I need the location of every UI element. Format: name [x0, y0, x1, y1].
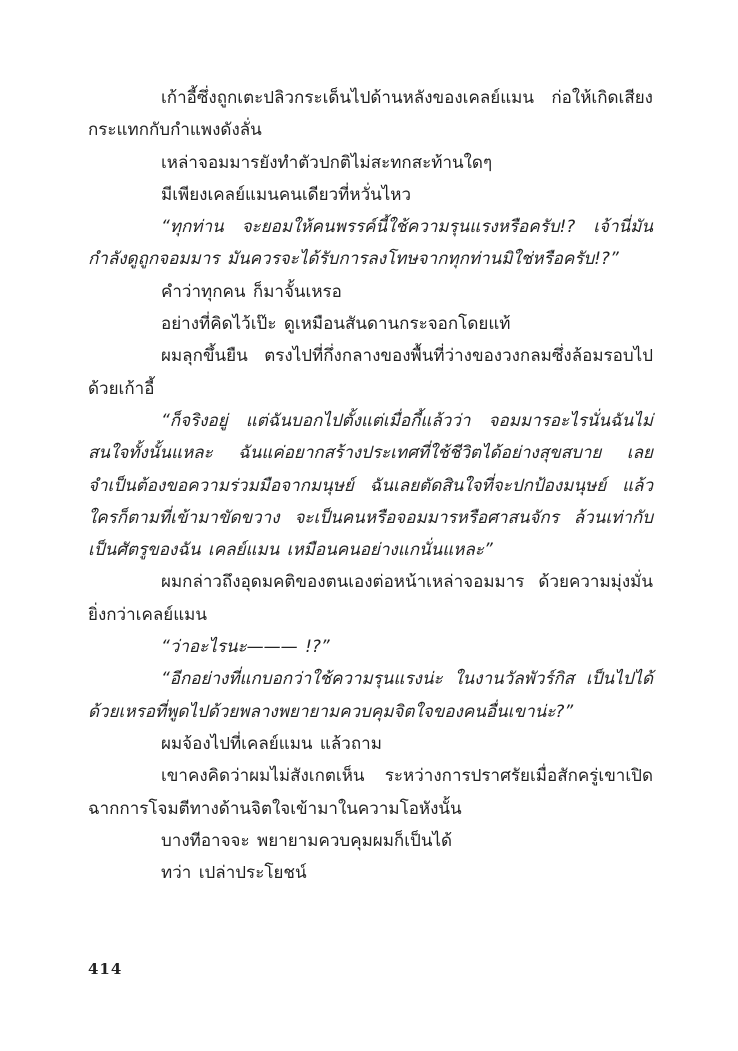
paragraph: ผมจ้องไปที่เคลย์แมน แล้วถาม: [161, 733, 382, 754]
paragraph: คำว่าทุกคน ก็มาจั้นเหรอ: [161, 281, 342, 302]
dialogue-paragraph: “ก็จริงอยู่ แต่ฉันบอกไปตั้งแต่เมื่อกี้แล้วว่า จอมมารอะไรนั่นฉันไม่สนใจทั้งนั้นแหละ ฉันแค่อยากสร้างประเทศที่ใช้ชีวิตได้อย่างสุขสบาย เลยจำเป็นต้องขอความร่วมมือจากมนุษย์ ฉันเลยตัดสินใจที่จะปกป้องมนุษย์ แล้วใครก็ตามที่เข้ามาขัดขวาง จะเป็นคนหรือจอมมารหรือศาสนจักร ล้วนเท่ากับเป็นศัตรูของฉัน เคลย์แมน เหมือนคนอย่างแกนั่นแหละ”: [88, 410, 653, 561]
paragraph: ทว่า เปล่าประโยชน์: [161, 863, 307, 884]
page-number: 414: [88, 960, 123, 978]
dialogue-paragraph: “อีกอย่างที่แกบอกว่าใช้ความรุนแรงน่ะ ในงานวัลพัวร์กิส เป็นไปได้ด้วยเหรอที่พูดไปด้วยพลางพยายามควบคุมจิตใจของคนอื่นเขาน่ะ?”: [88, 669, 653, 722]
paragraph: บางทีอาจจะ พยายามควบคุมผมก็เป็นได้: [161, 830, 453, 851]
paragraph: เขาคงคิดว่าผมไม่สังเกตเห็น ระหว่างการปราศรัยเมื่อสักครู่เขาเปิดฉากการโจมตีทางด้านจิตใจเข้ามาในความโอหังนั้น: [88, 766, 653, 819]
paragraph: ผมลุกขึ้นยืน ตรงไปที่กึ่งกลางของพื้นที่ว่างของวงกลมซึ่งล้อมรอบไปด้วยเก้าอี้: [88, 346, 653, 399]
paragraph: เหล่าจอมมารยังทำตัวปกติไม่สะทกสะท้านใดๆ: [161, 152, 493, 173]
paragraph: อย่างที่คิดไว้เป๊ะ ดูเหมือนสันดานกระจอกโดยแท้: [161, 314, 511, 335]
paragraph: ผมกล่าวถึงอุดมคติของตนเองต่อหน้าเหล่าจอมมาร ด้วยความมุ่งมั่นยิ่งกว่าเคลย์แมน: [88, 572, 653, 625]
paragraph: เก้าอี้ซึ่งถูกเตะปลิวกระเด็นไปด้านหลังของเคลย์แมน ก่อให้เกิดเสียงกระแทกกับกำแพงดังลั่น: [88, 88, 653, 141]
paragraph: มีเพียงเคลย์แมนคนเดียวที่หวั่นไหว: [161, 184, 412, 205]
body-text: [88, 82, 653, 889]
dialogue-paragraph: “ทุกท่าน จะยอมให้คนพรรค์นี้ใช้ความรุนแรงหรือครับ!? เจ้านี่มันกำลังดูถูกจอมมาร มันควรจะได้รับการลงโทษจากทุกท่านมิใช่หรือครับ!?”: [88, 217, 653, 270]
dialogue-paragraph: “ว่าอะไรนะ——— !?”: [161, 637, 330, 658]
